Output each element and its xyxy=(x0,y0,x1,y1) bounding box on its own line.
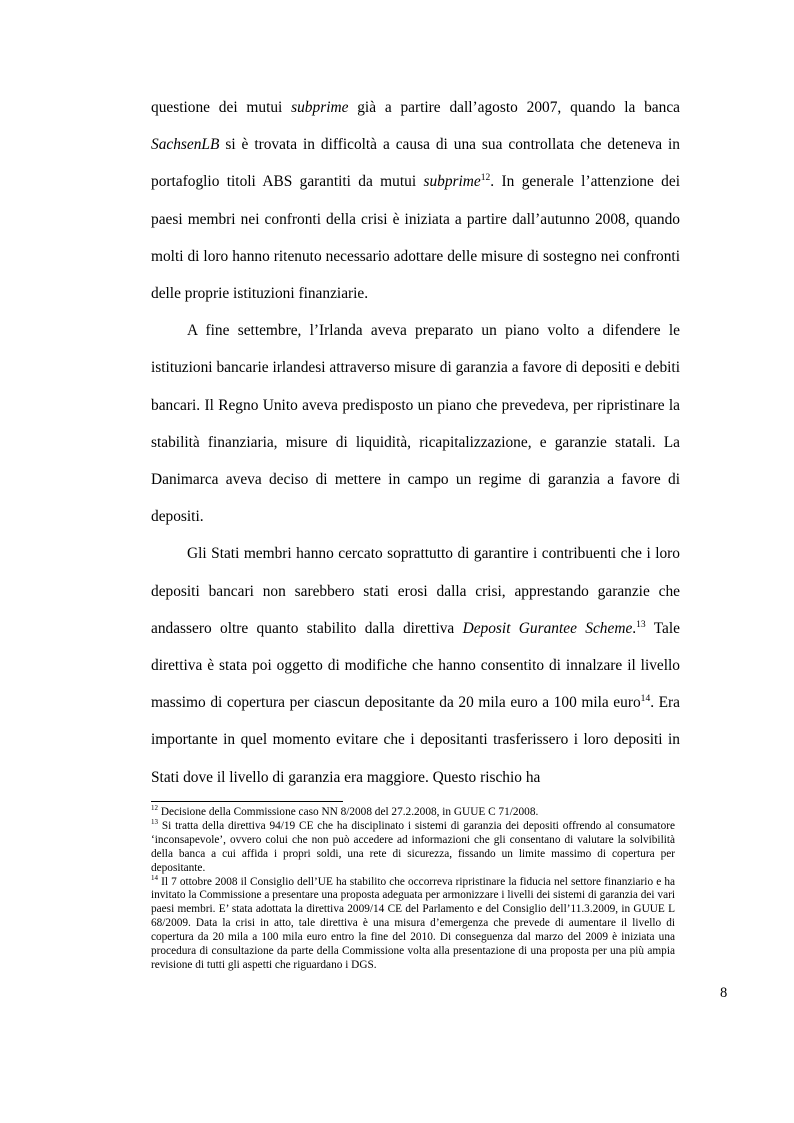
footnotes xyxy=(151,806,675,973)
footnote-ref-13[interactable]: 13 xyxy=(636,618,646,630)
footnote-number: 12 xyxy=(151,804,158,813)
paragraph-3: Gli Stati membri hanno cercato soprattutto di garantire i contribuenti che i loro depositi bancari non sarebbero stati erosi dalla crisi, apprestando garanzie che andassero oltre quanto stabilito dalla direttiva Deposit Gurantee Scheme.$^{13}$ Tale direttiva è stata poi oggetto di modifiche che hanno consentito di innalzare il livello massimo di copertura per ciascun depositante da 20 mila euro a 100 mila euro$^{14}$. Era importante in quel momento evitare che i depositanti trasferissero i loro depositi in Stati dove il livello di garanzia era maggiore. Questo rischio ha xyxy=(151,545,681,786)
footnote-number: 13 xyxy=(151,818,158,827)
italic-term: Deposit Gurantee Scheme xyxy=(462,619,633,637)
italic-term: subprime xyxy=(291,99,349,116)
footnote-separator xyxy=(151,801,343,802)
italic-term: subprime xyxy=(423,173,481,191)
footnote-12: $^{12}$ Decisione della Commissione caso NN 8/2008 del 27.2.2008, in GUUE C 71/2008. xyxy=(151,804,539,818)
page-number: 8 xyxy=(720,985,728,1001)
italic-term: SachsenLB xyxy=(151,136,220,154)
footnote-ref-12[interactable]: 12 xyxy=(480,172,491,184)
footnote-14: $^{14}$ Il 7 ottobre 2008 il Consiglio dell’UE ha stabilito che occorreva ripristinare la fiducia nel settore finanziario e ha invitato la Commissione a presentare una proposta adeguata per armonizzare i livelli dei sistemi di garanzia dei vari paesi membri. E’ stata adottata la direttiva 2009/14 CE del Parlamento e del Consiglio dell’11.3.2009, in GUUE L 68/2009. Data la crisi in atto, tale direttiva è una misura d’emergenza che prevede di aumentare il livello di copertura da 20 mila a 100 mila euro entro la fine del 2010. Di conseguenza dal marzo del 2009 è iniziata una procedura di consultazione da parte della Commissione volta alla presentazione di una proposta per una più ampia revisione di tutti gli aspetti che riguardano i DGS. xyxy=(151,873,675,971)
footnote-number: 14 xyxy=(151,873,158,882)
paragraph-2: A fine settembre, l’Irlanda aveva preparato un piano volto a difendere le istituzioni bancarie irlandesi attraverso misure di garanzia a favore di depositi e debiti bancari. Il Regno Unito aveva predisposto un piano che prevedeva, per ripristinare la stabilità finanziaria, misure di liquidità, ricapitalizzazione, e garanzie statali. La Danimarca aveva deciso di mettere in campo un regime di garanzia a favore di depositi. xyxy=(151,322,680,526)
footnote-13: $^{13}$ Si tratta della direttiva 94/19 CE che ha disciplinato i sistemi di garanzia dei depositi offrendo al consumatore ‘inconsapevole’, ovvero colui che non può accedere ad informazioni che gli consentano di valutare la solvibilità della banca a cui affida i propri soldi, una rete di sicurezza, fissando un limite massimo di copertura per depositante. xyxy=(151,818,675,874)
paragraph-1: questione dei mutui subprime già a partire dall’agosto 2007, quando la banca SachsenLB si è trovata in difficoltà a causa di una sua controllata che deteneva in portafoglio titoli ABS garantiti da mutui subprime$^{12}$. In generale l’attenzione dei paesi membri nei confronti della crisi è iniziata a partire dall’autunno 2008, quando molti di loro hanno ritenuto necessario adottare delle misure di sostegno nei confronti delle proprie istituzioni finanziarie. xyxy=(151,99,680,303)
footnote-ref-14[interactable]: 14 xyxy=(640,693,651,705)
body-text xyxy=(151,89,680,796)
